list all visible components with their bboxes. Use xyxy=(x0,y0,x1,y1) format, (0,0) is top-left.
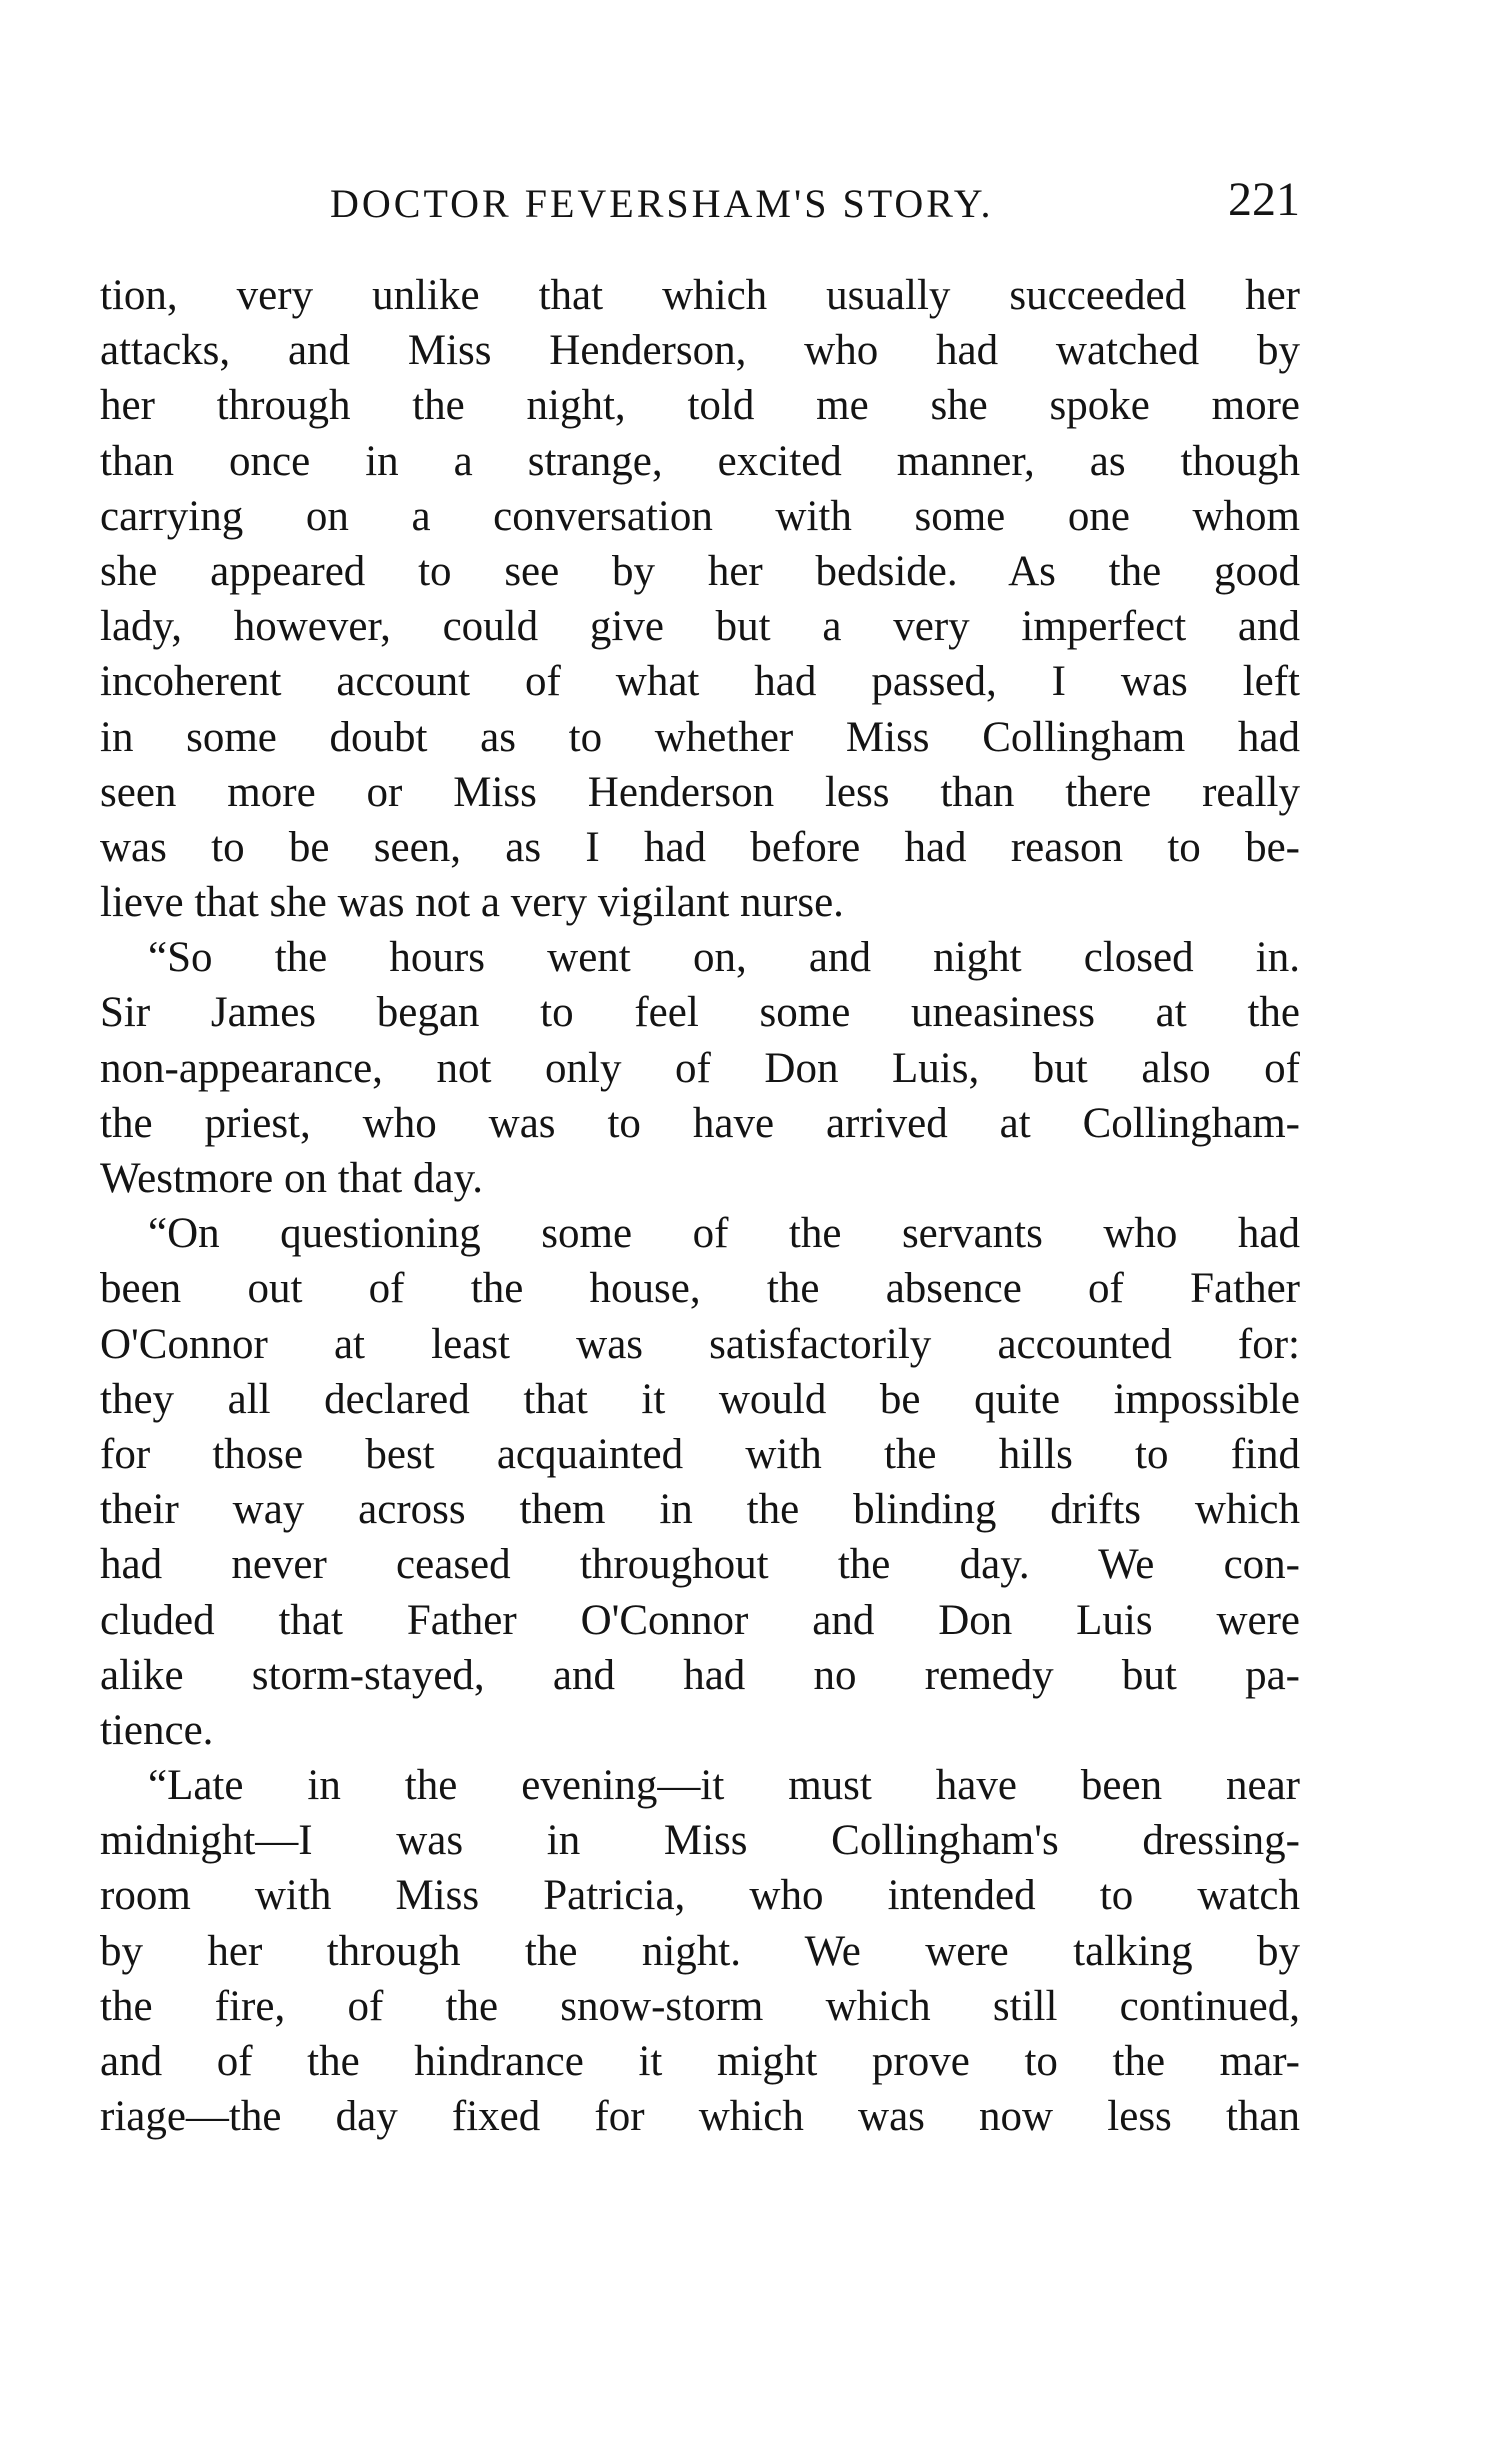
text-line: than once in a strange, excited manner, as though xyxy=(100,437,1300,485)
text-line: “So the hours went on, and night closed in. xyxy=(148,934,1300,982)
text-line: by her through the night. We were talking by xyxy=(100,1927,1300,1975)
text-line: seen more or Miss Henderson less than there really xyxy=(100,768,1300,816)
text-line: she appeared to see by her bedside. As the good xyxy=(100,547,1300,595)
text-line: room with Miss Patricia, who intended to watch xyxy=(100,1872,1300,1920)
text-line: “Late in the evening—it must have been near xyxy=(148,1762,1300,1810)
text-line: had never ceased throughout the day. We con- xyxy=(100,1541,1300,1589)
text-line: was to be seen, as I had before had reason to be- xyxy=(100,823,1300,871)
text-line: tion, very unlike that which usually succeeded her xyxy=(100,272,1300,319)
text-line: in some doubt as to whether Miss Collingham had xyxy=(100,713,1300,761)
text-line: alike storm-stayed, and had no remedy but pa- xyxy=(100,1651,1300,1699)
text-line: lieve that she was not a very vigilant nurse. xyxy=(100,879,844,927)
text-line: their way across them in the blinding drifts which xyxy=(100,1486,1300,1534)
text-line: the priest, who was to have arrived at Collingham- xyxy=(100,1099,1300,1147)
text-line: been out of the house, the absence of Father xyxy=(100,1265,1300,1313)
page-number: 221 xyxy=(1228,173,1300,226)
page-header xyxy=(100,172,1300,242)
text-line: tience. xyxy=(100,1706,214,1754)
text-line: carrying on a conversation with some one whom xyxy=(100,492,1300,540)
text-line: incoherent account of what had passed, I was left xyxy=(100,658,1300,706)
text-line: O'Connor at least was satisfactorily accounted for: xyxy=(100,1320,1300,1368)
text-line: non-appearance, not only of Don Luis, but also of xyxy=(100,1044,1300,1092)
text-line: “On questioning some of the servants who had xyxy=(148,1210,1300,1258)
text-line: attacks, and Miss Henderson, who had watched by xyxy=(100,327,1300,375)
text-line: her through the night, told me she spoke more xyxy=(100,382,1300,430)
text-line: cluded that Father O'Connor and Don Luis were xyxy=(100,1596,1300,1644)
text-line: Sir James began to feel some uneasiness at the xyxy=(100,989,1300,1037)
text-line: for those best acquainted with the hills to find xyxy=(100,1430,1300,1478)
running-head: DOCTOR FEVERSHAM'S STORY. xyxy=(330,181,994,226)
text-line: and of the hindrance it might prove to the mar- xyxy=(100,2038,1300,2085)
text-line: the fire, of the snow-storm which still continued, xyxy=(100,1982,1300,2030)
body-text xyxy=(100,268,1300,2144)
text-line: lady, however, could give but a very imperfect and xyxy=(100,603,1300,651)
text-line: Westmore on that day. xyxy=(100,1155,484,1202)
text-line: they all declared that it would be quite impossible xyxy=(100,1375,1300,1423)
text-line: midnight—I was in Miss Collingham's dressing- xyxy=(100,1817,1300,1865)
text-line: riage—the day fixed for which was now less than xyxy=(100,2093,1300,2141)
